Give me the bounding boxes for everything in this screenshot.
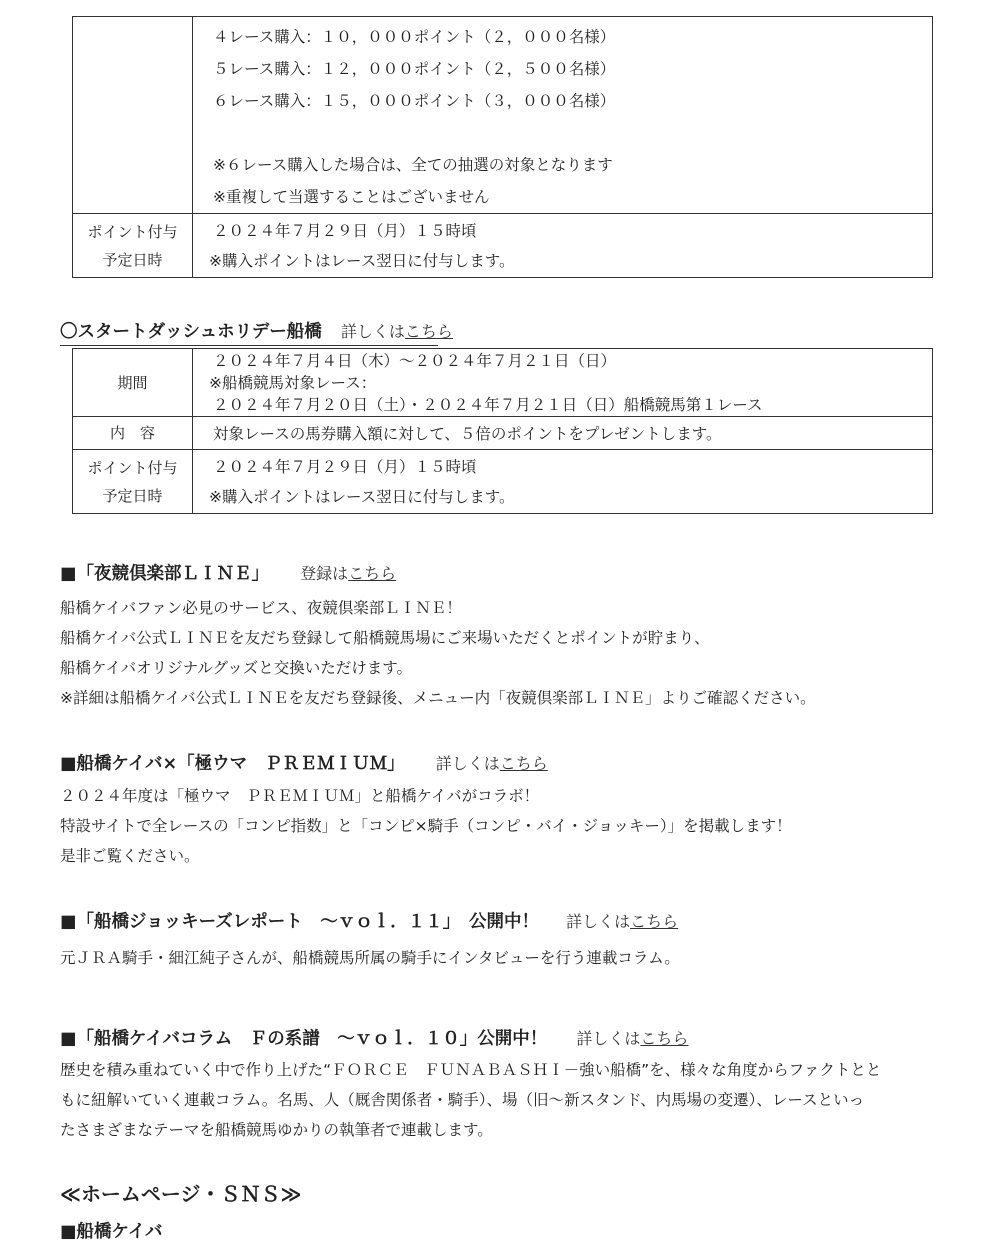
premium-heading: [60, 750, 548, 775]
points-note: ※購入ポイントはレース翌日に付与します。: [209, 251, 515, 270]
content-text: 対象レースの馬券購入額に対して、５倍のポイントをプレゼントします。: [193, 417, 933, 450]
table-label-cell: [73, 17, 193, 214]
paragraph-line: 船橋ケイバ公式ＬＩＮＥを友だち登録して船橋競馬場にご来場いただくとポイントが貯まり、: [60, 629, 710, 647]
prize-note: ※重複して当選することはございません: [213, 188, 490, 206]
column-link[interactable]: こちら: [640, 1029, 689, 1048]
paragraph-line: もに紐解いていく連載コラム。名馬、人（厩舎関係者・騎手）、場（旧～新スタンド、内馬場の変遷）、レースといっ: [60, 1091, 865, 1109]
column-title: ■「船橋ケイバコラム Ｆの系譜 ～ｖｏｌ．１０」公開中！: [60, 1029, 548, 1049]
paragraph-line: 特設サイトで全レースの「コンピ指数」と「コンピ×騎手（コンピ・バイ・ジョッキー）」を掲載します！: [60, 817, 792, 835]
sns-subtitle: ■船橋ケイバ: [60, 1222, 163, 1242]
startdash-detail-prefix: 詳しくは: [340, 322, 405, 341]
table-row: [73, 450, 933, 514]
prize-row: ６レース購入：１５，０００ポイント（３，０００名様）: [213, 92, 616, 110]
points-label: ポイント付与 予定日時: [73, 214, 193, 278]
premium-detail-prefix: 詳しくは: [435, 754, 500, 773]
column-heading: [60, 1025, 688, 1050]
paragraph-line: 船橋ケイバファン必見のサービス、夜競倶楽部ＬＩＮＥ！: [60, 599, 462, 617]
premium-title: ■船橋ケイバ×「極ウマ ＰＲＥＭＩＵＭ」: [60, 754, 405, 774]
table-row: [73, 214, 933, 278]
line-reg-prefix: 登録は: [300, 564, 349, 583]
prize-table: [72, 16, 933, 278]
line-title: ■「夜競倶楽部ＬＩＮＥ」: [60, 564, 270, 584]
prize-note: ※６レース購入した場合は、全ての抽選の対象となります: [213, 156, 613, 174]
premium-body: [60, 781, 792, 871]
startdash-heading: [60, 318, 453, 346]
line-heading: [60, 560, 396, 585]
paragraph-line: 是非ご覧ください。: [60, 847, 200, 865]
table-row: [73, 349, 933, 417]
column-detail-prefix: 詳しくは: [576, 1029, 641, 1048]
prize-row: ４レース購入：１０，０００ポイント（２，０００名様）: [213, 28, 616, 46]
paragraph-line: 船橋ケイバオリジナルグッズと交換いただけます。: [60, 659, 413, 677]
points-note: ※購入ポイントはレース翌日に付与します。: [209, 487, 515, 506]
paragraph-line: 歴史を積み重ねていく中で作り上げた“ＦＯＲＣＥ ＦＵＮＡＢＡＳＨＩ－強い船橋”を、様々な角度からファクトとと: [60, 1061, 882, 1079]
jockeys-link[interactable]: こちら: [630, 912, 679, 931]
line-link[interactable]: こちら: [348, 564, 397, 583]
table-row: [73, 17, 933, 214]
points-label: ポイント付与 予定日時: [73, 450, 193, 514]
table-content-cell: [193, 17, 933, 214]
startdash-link[interactable]: こちら: [404, 322, 453, 341]
points-content: [193, 214, 933, 278]
startdash-title: 〇スタートダッシュホリデー船橋: [60, 322, 322, 342]
table-row: [73, 417, 933, 450]
paragraph-line: ※詳細は船橋ケイバ公式ＬＩＮＥを友だち登録後、メニュー内「夜競倶楽部ＬＩＮＥ」よりご確認ください。: [60, 689, 816, 707]
paragraph-line: たさまざまなテーマを船橋競馬ゆかりの執筆者で連載します。: [60, 1121, 493, 1139]
content-label: 内 容: [73, 417, 193, 450]
period-content: ２０２４年７月４日（木）～２０２４年７月２１日（日） ※船橋競馬対象レース： ２０２４年７月２０日（土）・２０２４年７月２１日（日）船橋競馬第１レース: [193, 349, 933, 417]
jockeys-body: [60, 943, 680, 973]
points-date: ２０２４年７月２９日（月）１５時頃: [213, 221, 477, 240]
points-date: ２０２４年７月２９日（月）１５時頃: [213, 457, 477, 476]
prize-row: ５レース購入：１２，０００ポイント（２，５００名様）: [213, 60, 616, 78]
line-body: [60, 593, 816, 713]
column-body: [60, 1055, 881, 1145]
points-content: [193, 450, 933, 514]
paragraph-line: ２０２４年度は「極ウマ ＰＲＥＭＩＵＭ」と船橋ケイバがコラボ！: [60, 787, 540, 805]
startdash-table: [72, 348, 933, 514]
premium-link[interactable]: こちら: [499, 754, 548, 773]
paragraph-line: 元ＪＲＡ騎手・細江純子さんが、船橋競馬所属の騎手にインタビューを行う連載コラム。: [60, 949, 680, 967]
period-label: 期間: [73, 349, 193, 417]
jockeys-heading: [60, 908, 678, 933]
jockeys-title: ■「船橋ジョッキーズレポート ～ｖｏｌ．１１」 公開中！: [60, 912, 540, 932]
jockeys-detail-prefix: 詳しくは: [566, 912, 631, 931]
sns-title: ≪ホームページ・ＳＮＳ≫: [60, 1182, 302, 1206]
